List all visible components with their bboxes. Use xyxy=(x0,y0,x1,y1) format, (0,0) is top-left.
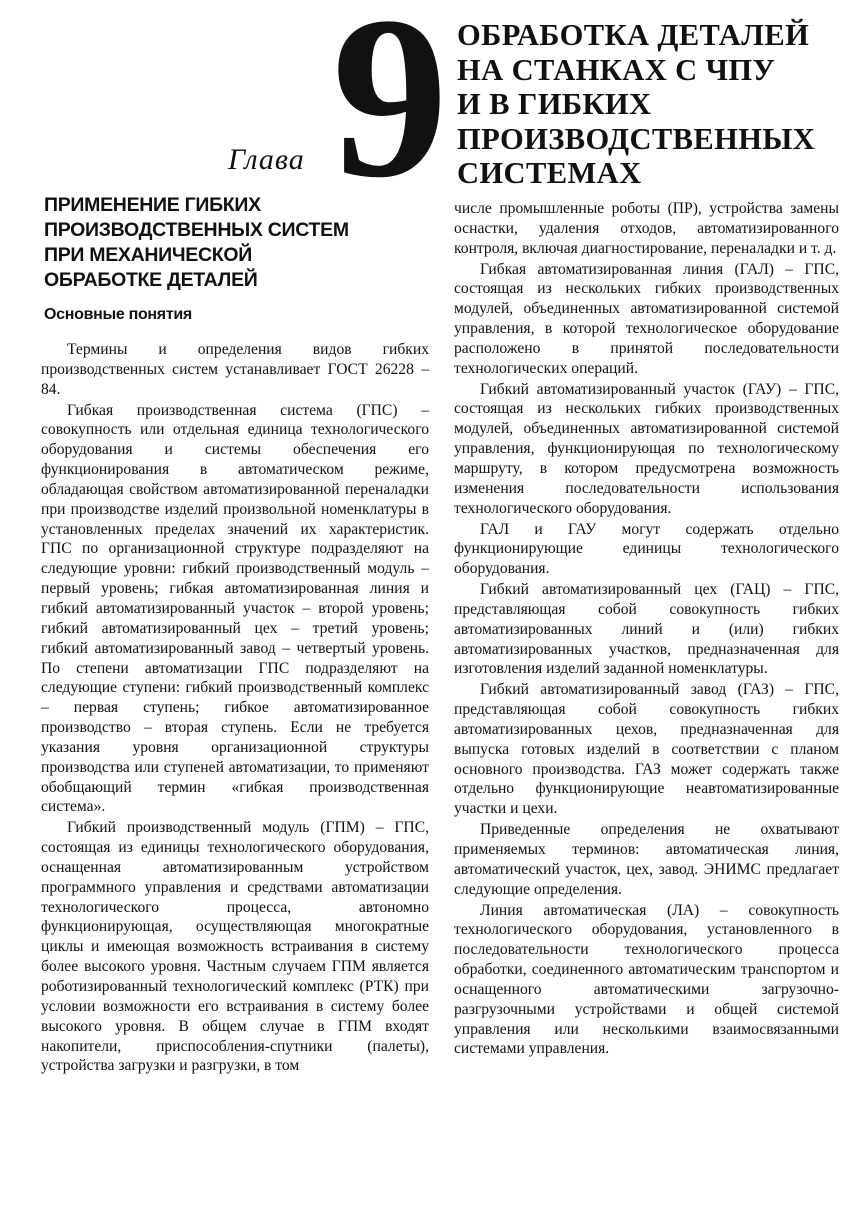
paragraph: Приведенные определения не охватывают применяемых терминов: автоматическая линия, автоматический участок, цех, завод. ЭНИМС предлагает следующие определения. xyxy=(454,821,839,898)
chapter-number: 9 xyxy=(332,0,444,226)
subsection-heading: Основные понятия xyxy=(44,306,192,323)
chapter-title-line: ПРОИЗВОДСТВЕННЫХ xyxy=(457,121,816,156)
paragraph: Линия автоматическая (ЛА) – совокупность технологического оборудования, установленного в последовательности технологического процесса обработки, соединенного автоматическим транспортом и оснащенного автоматическими загрузочно-разгрузочными устройствами и общей системой управления или несколькими взаимосвязанными системами управления. xyxy=(454,901,839,1058)
section-title-line: ПРИ МЕХАНИЧЕСКОЙ xyxy=(44,244,252,266)
section-title-line: ОБРАБОТКЕ ДЕТАЛЕЙ xyxy=(44,269,258,291)
section-title-line: ПРОИЗВОДСТВЕННЫХ СИСТЕМ xyxy=(44,219,349,241)
chapter-title-line: И В ГИБКИХ xyxy=(457,87,652,121)
paragraph: Гибкая производственная система (ГПС) – совокупность или отдельная единица технологического оборудования и системы обеспечения его функционирования в автоматическом режиме, обладающая свойством автоматизированной переналадки при производстве изделий произвольной номенклатуры в установленных пределах значений их характеристик. ГПС по организационной структуре подразделяют на следующие уровни: гибкий производственный модуль – первый уровень; гибкая автоматизированная линия и гибкий автоматизированный участок – второй уровень; гибкий автоматизированный цех – третий уровень; гибкий автоматизированный завод – четвертый уровень. По степени автоматизации ГПС подразделяют на следующие ступени: гибкий производственный комплекс – первая ступень; гибкое автоматизированное производство – вторая ступень. Если не требуется указания уровня организационной структуры производства или ступеней автоматизации, то применяют обобщающий термин «гибкая производственная система». xyxy=(41,401,429,816)
chapter-title xyxy=(457,18,852,191)
paragraph: Гибкий производственный модуль (ГПМ) – ГПС, состоящая из единицы технологического оборудования, оснащенная автоматизированным устройством программного управления и средствами автоматизации технологического процесса, автономно функционирующая, осуществляющая многократные циклы и имеющая возможность встраивания в систему более высокого уровня. Частным случаем ГПМ является роботизированный технологический комплекс (РТК) при условии возможности его встраивания в систему более высокого уровня. В общем случае в ГПМ входят накопители, приспособления-спутники (палеты), устройства загрузки и разгрузки, в том xyxy=(41,819,429,1075)
section-title-line: ПРИМЕНЕНИЕ ГИБКИХ xyxy=(44,194,261,216)
chapter-title-line: НА СТАНКАХ С ЧПУ xyxy=(457,52,776,87)
chapter-title-line: СИСТЕМАХ xyxy=(457,156,642,190)
chapter-word: Глава xyxy=(228,143,305,176)
paragraph: Термины и определения видов гибких производственных систем устанавливает ГОСТ 26228 – 84. xyxy=(41,341,429,398)
paragraph: Гибкий автоматизированный участок (ГАУ) – ГПС, состоящая из нескольких гибких производственных модулей, объединенных автоматизированной системой управления, функционирующая по технологическому маршруту, в котором предусмотрена возможность изменения последовательности использования технологического оборудования. xyxy=(454,380,839,517)
left-column xyxy=(41,340,429,1076)
paragraph-continuation: числе промышленные роботы (ПР), устройства замены оснастки, удаления отходов, автоматизированного контроля, включая диагностирование, переналадки и т. д. xyxy=(454,200,839,257)
paragraph: Гибкий автоматизированный цех (ГАЦ) – ГПС, представляющая собой совокупность гибких автоматизированных линий и (или) гибких автоматизированных участков, предназначенная для изготовления изделий заданной номенклатуры. xyxy=(454,581,839,678)
paragraph: Гибкий автоматизированный завод (ГАЗ) – ГПС, представляющая собой совокупность гибких автоматизированных цехов, предназначенная для выпуска готовых изделий в соответствии с планом основного производства. ГАЗ может содержать также отдельно функционирующие неавтоматизированные участки и цехи. xyxy=(454,681,839,818)
section-title xyxy=(44,193,434,293)
right-column xyxy=(454,199,839,1059)
chapter-title-line: ОБРАБОТКА ДЕТАЛЕЙ xyxy=(457,18,810,52)
paragraph: ГАЛ и ГАУ могут содержать отдельно функционирующие единицы технологического оборудования. xyxy=(454,520,839,578)
paragraph: Гибкая автоматизированная линия (ГАЛ) – ГПС, состоящая из нескольких гибких производственных модулей, объединенных автоматизированной системой управления, в которой технологическое оборудование расположено в принятой последовательности технологических операций. xyxy=(454,260,839,377)
